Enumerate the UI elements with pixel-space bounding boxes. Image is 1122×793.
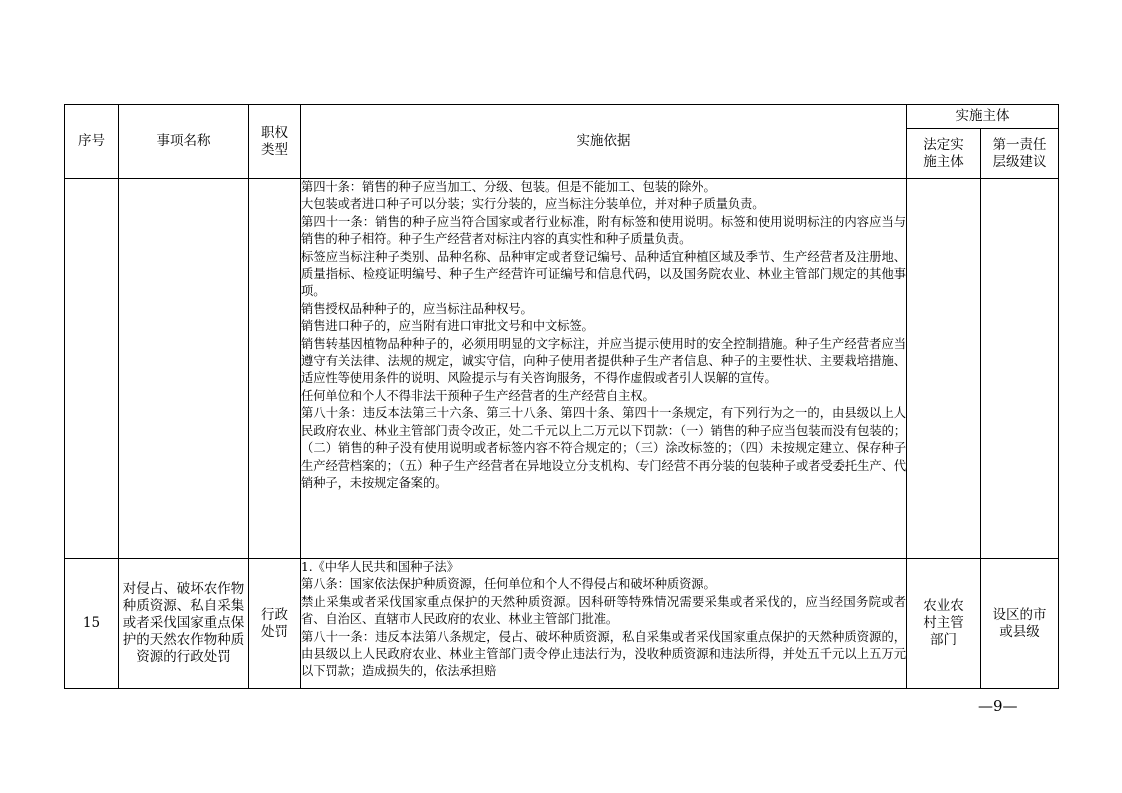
basis-paragraph: 销售授权品种种子的，应当标注品种权号。 [301, 301, 533, 316]
header-impl-body: 实施主体 [907, 105, 1059, 129]
basis-paragraph: 第八十条：违反本法第三十六条、第三十八条、第四十条、第四十一条规定，有下列行为之一的，由县级以上人民政府农业、林业主管部门责令改正，处二千元以上二万元以下罚款：（一）销售的种子应当包装而没有包装的；（二）销售的种子没有使用说明或者标签内容不符合规定的；（三）涂改标签的；（四）未按规定建立、保存种子生产经营档案的；（五）种子生产经营者在异地设立分支机构、专门经营不再分装的包装种子或者受委托生产、代销种子，未按规定备案的。 [301, 406, 906, 490]
header-basis: 实施依据 [301, 105, 907, 179]
basis-paragraph: 第四十一条：销售的种子应当符合国家或者行业标准，附有标签和使用说明。标签和使用说明标注的内容应当与销售的种子相符。种子生产经营者对标注内容的真实性和种子质量负责。 [301, 214, 906, 247]
basis-cell [301, 559, 907, 689]
auth-type-cell: 行政 处罚 [249, 559, 301, 689]
legal-body-cell: 农业农 村主管 部门 [907, 559, 981, 689]
basis-paragraph: 标签应当标注种子类别、品种名称、品种审定或者登记编号、品种适宜种植区域及季节、生产经营者及注册地、质量指标、检疫证明编号、种子生产经营许可证编号和信息代码，以及国务院农业、林业主管部门规定的其他事项。 [301, 249, 906, 299]
table-row [65, 559, 1059, 689]
basis-paragraph: 大包装或者进口种子可以分装；实行分装的，应当标注分装单位，并对种子质量负责。 [301, 197, 765, 212]
page-number: —9— [978, 697, 1018, 715]
seq-cell [65, 179, 119, 559]
basis-paragraph: 1.《中华人民共和国种子法》 [301, 560, 459, 574]
legal-body-cell [907, 179, 981, 559]
header-item-name: 事项名称 [119, 105, 249, 179]
basis-paragraph: 销售转基因植物品种种子的，必须用明显的文字标注，并应当提示使用时的安全控制措施。种子生产经营者应当遵守有关法律、法规的规定，诚实守信，向种子使用者提供种子生产者信息、种子的主要性状、主要栽培措施、适应性等使用条件的说明、风险提示与有关咨询服务，不得作虚假或者引人误解的宣传。 [301, 336, 906, 386]
header-legal-body: 法定实 施主体 [907, 129, 981, 179]
first-level-cell [981, 179, 1059, 559]
header-auth-type: 职权 类型 [249, 105, 301, 179]
matters-table [64, 104, 1059, 689]
basis-paragraph: 禁止采集或者采伐国家重点保护的天然种质资源。因科研等特殊情况需要采集或者采伐的，应当经国务院或者省、自治区、直辖市人民政府的农业、林业主管部门批准。 [301, 594, 906, 627]
basis-cell [301, 179, 907, 559]
item-name-cell: 对侵占、破坏农作物种质资源、私自采集或者采伐国家重点保护的天然农作物种质资源的行政处罚 [119, 559, 249, 689]
auth-type-cell [249, 179, 301, 559]
basis-paragraph: 第八十一条：违反本法第八条规定，侵占、破坏种质资源，私自采集或者采伐国家重点保护的天然种质资源的，由县级以上人民政府农业、林业主管部门责令停止违法行为，没收种质资源和违法所得，并处五千元以上五万元以下罚款；造成损失的，依法承担赔 [301, 629, 906, 679]
basis-paragraph: 销售进口种子的，应当附有进口审批文号和中文标签。 [301, 319, 594, 334]
seq-cell: 15 [65, 559, 119, 689]
item-name-cell [119, 179, 249, 559]
first-level-cell: 设区的市 或县级 [981, 559, 1059, 689]
table-row [65, 179, 1059, 559]
basis-paragraph: 任何单位和个人不得非法干预种子生产经营者的生产经营自主权。 [301, 388, 655, 403]
header-seq: 序号 [65, 105, 119, 179]
basis-paragraph: 第八条：国家依法保护种质资源，任何单位和个人不得侵占和破坏种质资源。 [301, 577, 716, 592]
basis-paragraph: 第四十条：销售的种子应当加工、分级、包装。但是不能加工、包装的除外。 [301, 180, 716, 194]
header-first-level: 第一责任 层级建议 [981, 129, 1059, 179]
